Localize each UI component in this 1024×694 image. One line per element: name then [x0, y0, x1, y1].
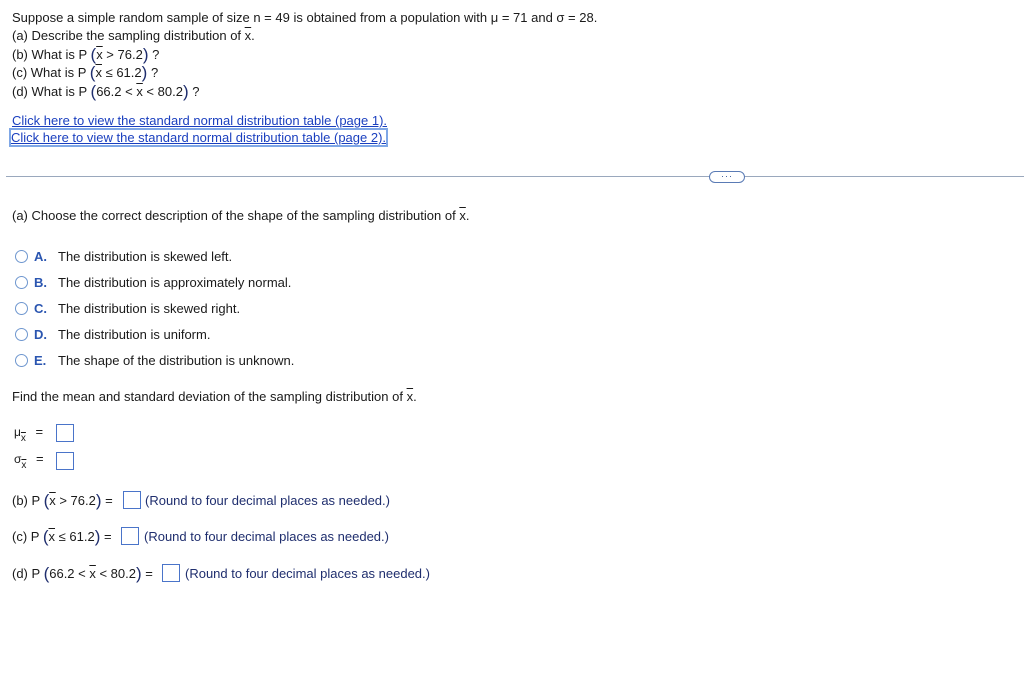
option-b-text: The distribution is approximately normal. — [58, 275, 292, 290]
radio-option-b[interactable] — [15, 276, 28, 289]
radio-option-d[interactable] — [15, 328, 28, 341]
mu-xbar-input[interactable] — [56, 424, 74, 442]
section-divider — [6, 176, 1024, 177]
answer-d-input[interactable] — [162, 564, 180, 582]
answer-d-hint: (Round to four decimal places as needed.) — [185, 566, 430, 581]
answer-c-label: (c) P $(\overline{x} \le 61.2)$ = — [12, 527, 112, 546]
option-e-letter: E. — [34, 353, 47, 368]
option-b-letter: B. — [34, 275, 47, 290]
mu-xbar-label: $\mu_{\overline{x}}$ = — [14, 424, 44, 444]
sigma-xbar-label: $\sigma_{\overline{x}}$ = — [14, 451, 44, 471]
question-intro: Suppose a simple random sample of size n = 49 is obtained from a population with μ = 71 and σ = 28. — [12, 10, 598, 25]
answer-c-hint: (Round to four decimal places as needed.) — [144, 529, 389, 544]
answer-c-input[interactable] — [121, 527, 139, 545]
option-c-text: The distribution is skewed right. — [58, 301, 241, 316]
sigma-xbar-input[interactable] — [56, 452, 74, 470]
question-part-d: (d) What is P $(66.2 < \overline{x} < 80.2)$ ? — [12, 82, 200, 101]
radio-option-a[interactable] — [15, 250, 28, 263]
table-link-page-1[interactable]: Click here to view the standard normal distribution table (page 1). — [12, 113, 388, 128]
more-options-button[interactable]: ··· — [709, 171, 745, 183]
option-e-text: The shape of the distribution is unknown. — [58, 353, 295, 368]
answer-d-label: (d) P $(66.2 < \overline{x} < 80.2)$ = — [12, 564, 153, 583]
radio-option-e[interactable] — [15, 354, 28, 367]
question-part-a: (a) Describe the sampling distribution of $\overline{x}$. — [12, 28, 255, 43]
answer-b-input[interactable] — [123, 491, 141, 509]
question-part-b: (b) What is P $(\overline{x} > 76.2)$ ? — [12, 45, 160, 64]
table-link-page-2[interactable]: Click here to view the standard normal distribution table (page 2). — [11, 130, 387, 145]
option-a-letter: A. — [34, 249, 47, 264]
option-d-letter: D. — [34, 327, 47, 342]
option-c-letter: C. — [34, 301, 47, 316]
answer-b-hint: (Round to four decimal places as needed.) — [145, 493, 390, 508]
option-a-text: The distribution is skewed left. — [58, 249, 233, 264]
option-d-text: The distribution is uniform. — [58, 327, 211, 342]
answer-b-label: (b) P $(\overline{x} > 76.2)$ = — [12, 491, 113, 510]
mean-sd-prompt: Find the mean and standard deviation of the sampling distribution of $\overline{x}$. — [12, 389, 417, 404]
part-a-prompt: (a) Choose the correct description of the shape of the sampling distribution of $\overline{x}$. — [12, 208, 470, 223]
question-part-c: (c) What is P $(\overline{x} \le 61.2)$ ? — [12, 63, 159, 82]
radio-option-c[interactable] — [15, 302, 28, 315]
